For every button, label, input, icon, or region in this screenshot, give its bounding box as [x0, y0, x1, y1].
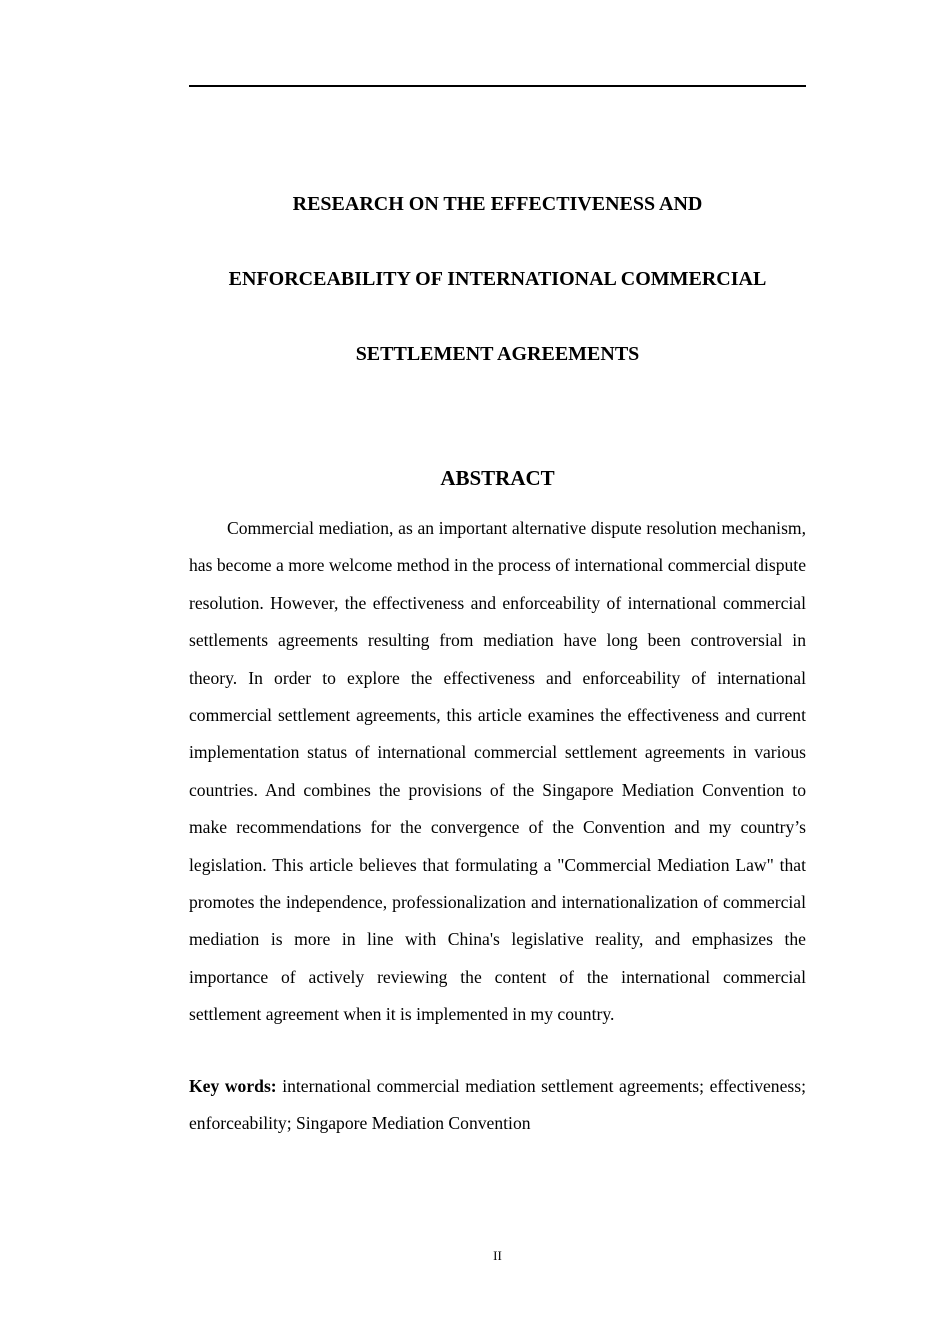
title-line-2: ENFORCEABILITY OF INTERNATIONAL COMMERCIAL [228, 268, 767, 290]
title-line-3: SETTLEMENT AGREEMENTS [355, 343, 640, 365]
keywords-label: Key words: [189, 1076, 277, 1096]
thesis-title [189, 186, 806, 411]
page-number: II [493, 1248, 502, 1263]
keywords-paragraph [189, 1068, 806, 1143]
header-rule [189, 85, 806, 87]
abstract-heading: ABSTRACT [440, 466, 555, 490]
keywords-text: international commercial mediation settlement agreements; effectiveness; enforceability; Singapore Mediation Convention [189, 1076, 806, 1134]
title-line-1: RESEARCH ON THE EFFECTIVENESS AND [292, 193, 703, 215]
abstract-body: Commercial mediation, as an important alternative dispute resolution mechanism, has become a more welcome method in the process of international commercial dispute resolution. However, the effectiveness and enforceability of international commercial settlements agreements resulting from mediation have long been controversial in theory. In order to explore the effectiveness and enforceability of international commercial settlement agreements, this article examines the effectiveness and current implementation status of international commercial settlement agreements in various countries. And combines the provisions of the Singapore Mediation Convention to make recommendations for the convergence of the Convention and my country’s legislation. This article believes that formulating a "Commercial Mediation Law" that promotes the independence, professionalization and internationalization of commercial mediation is more in line with China's legislative reality, and emphasizes the importance of actively reviewing the content of the international commercial settlement agreement when it is implemented in my country. [189, 518, 806, 1025]
